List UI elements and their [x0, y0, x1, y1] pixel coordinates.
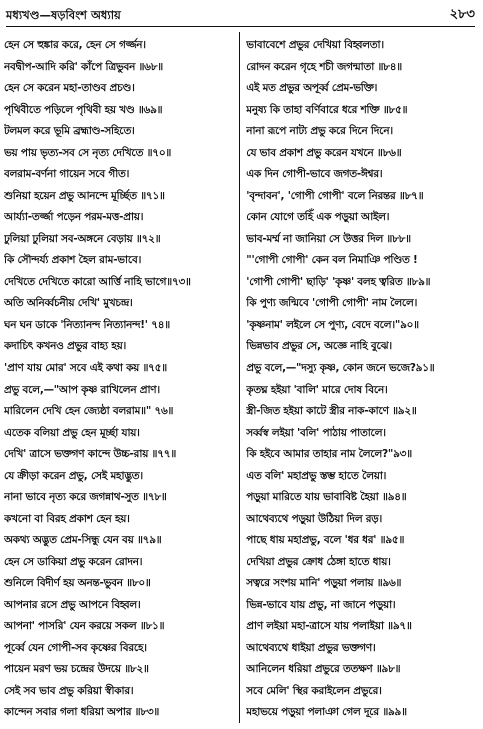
verse-line: এই মত প্রভুর অপূর্ব্ব প্রেম-ভক্তি।	[246, 82, 378, 95]
verse-line: সর্ব্বস্ব লইয়া 'বলি' পাঠায় পাতালে।	[246, 426, 386, 439]
verse-line: 'গোপী গোপী' ছাড়ি' 'কৃষ্ণ' বলহ ত্বরিত ॥৮৯॥	[246, 275, 431, 288]
verse-line: কদাচিৎ কখনও প্রভুর বাহ্য হয়।	[4, 340, 127, 353]
verse-line: ভয় পায় ভৃত্য-সব সে নৃত্য দেখিতে ॥৭০॥	[4, 146, 172, 159]
verse-line: পাছে ধায় মহাপ্রভু, বলে 'ধর ধর' ॥৯৫॥	[246, 534, 405, 547]
verse-line: সত্বরে সংশয় মানি' পড়ুয়া পলায় ॥৯৬॥	[246, 577, 402, 590]
verse-line: ভাবাবেশে প্রভুর দেখিয়া বিহ্বলতা।	[246, 39, 384, 51]
verse-line: নানা রূপে নাট্য প্রভু করে দিনে দিনে।	[246, 125, 393, 138]
left-column	[4, 34, 239, 723]
verse-line: প্রভু বলে,—"আপ কৃষ্ণ রাখিলেন প্রাণ।	[4, 383, 160, 396]
verse-line: ঢুলিয়া ঢুলিয়া সব-অঙ্গনে বেড়ায় ॥৭২॥	[4, 232, 161, 245]
verse-line: প্রভু বলে,—"দস্যু কৃষ্ণ, কোন জনে ভজে?৯১॥	[246, 361, 435, 374]
verse-line: সবে মেলি' স্থির করাইলেন প্রভুরে।	[246, 684, 382, 697]
page-number: ২৮৩	[449, 7, 475, 22]
verse-line: বলরাম-বর্ণনা গায়েন সবে গীত।	[4, 168, 130, 181]
verse-line: আথেব্যথে পড়ুয়া উঠিয়া দিল রড়।	[246, 512, 383, 525]
verse-line: ঘন ঘন ডাকে 'নিত্যানন্দ নিত্যানন্দ!' ৭৪॥	[4, 318, 170, 331]
verse-line: 'বৃন্দাবন', 'গোপী গোপী' বলে নিরন্তর ॥৮৭॥	[246, 189, 424, 202]
verse-line: পৃথিবীতে পড়িলে পৃথিবী হয় খণ্ড ॥৬৯॥	[4, 103, 163, 116]
verse-line: পূর্ব্বে যেন গোপী-সব কৃষ্ণের বিরহে।	[4, 641, 147, 654]
verse-line: রোদন করেন গৃহে শচী জগন্মাতা ॥৮৪॥	[246, 60, 402, 73]
verse-line: হেন সে করেন মহা-তাণ্ডব প্রচণ্ড।	[4, 82, 135, 95]
verse-line: পায়েন মরণ ভয় চন্দ্রের উদয়ে ॥৮২॥	[4, 663, 149, 676]
verse-line: দেখিতে দেখিতে কারো আর্ত্তি নাহি ভাগে॥৭৩॥	[4, 275, 191, 288]
verse-line: হেন সে হুঙ্কার করে, হেন সে গর্জ্জন।	[4, 39, 146, 51]
verse-line: সেই সব ভাব প্রভু করিয়া স্বীকার।	[4, 684, 134, 697]
verse-line: প্রাণ লইয়া মহা-ত্রাসে যায় পলাইয়া ॥৯৭॥	[246, 620, 412, 633]
verse-line: আপনার রসে প্রভু আপনে বিহ্বল।	[4, 598, 141, 611]
verse-line: টলমল করে ভূমি ব্রহ্মাণ্ড-সহিতে।	[4, 125, 135, 138]
verse-line: নবদ্বীপ-আদি করি' কাঁপে ত্রিভুবন ॥৬৮॥	[4, 60, 163, 73]
verse-line: দেখিয়া প্রভুর ক্রোধ ঠেঙ্গা হাতে ধায়।	[246, 555, 391, 568]
verse-line: ভিন্ন-ভাবে যায় প্রভু, না জানে পড়ুয়া।	[246, 598, 396, 611]
right-column	[240, 34, 477, 723]
verse-line: কান্দেন সবার গলা ধরিয়া অপার ॥৮৩॥	[4, 706, 160, 719]
verse-line: কি সৌন্দর্য্য প্রকাশ হৈল রাম-ভাবে।	[4, 254, 142, 267]
chapter-title: মধ্যখণ্ড—ষড়বিংশ অধ্যায়	[6, 8, 121, 22]
verse-line: ভিন্নভাব প্রভুর সে, অজ্ঞে নাহি বুঝে।	[246, 340, 392, 353]
verse-line: হেন সে ডাকিয়া প্রভু করেন রোদন।	[4, 555, 143, 568]
verse-line: এত বলি' মহাপ্রভু স্তম্ভ হাতে লৈয়া।	[246, 469, 387, 482]
verse-line: কখনো বা বিরহ প্রকাশ হেন হয়।	[4, 512, 130, 525]
verse-line: ভাব-মর্ম্ম না জানিয়া সে উত্তর দিল ॥৮৮॥	[246, 232, 411, 245]
running-header	[6, 4, 475, 27]
verse-line: এতেক বলিয়া প্রভু হেন মূর্চ্ছা যায়।	[4, 426, 140, 439]
verse-line: আনিলেন ধরিয়া প্রভুরে ততক্ষণ ॥৯৮॥	[246, 663, 401, 676]
verse-line: আথেব্যথে ধাইয়া প্রভুর ভক্তগণ।	[246, 641, 376, 654]
verse-line: মহাভয়ে পড়ুয়া পলাঞা গেল দূরে ॥৯৯॥	[246, 706, 407, 719]
verse-line: কি হইবে আমার তাহার নাম লৈলে?"৯৩॥	[246, 448, 412, 461]
verse-line: শুনিলে বিদীর্ণ হয় অনন্ত-ভুবন ॥৮০॥	[4, 577, 151, 590]
verse-line: আপনা' পাসরি' যেন করয়ে সকল ॥৮১॥	[4, 620, 165, 633]
verse-line: যে ভাব প্রকাশ প্রভু করেন যখনে ॥৮৬॥	[246, 146, 402, 159]
verse-line: কৃতঘ্ন হইয়া 'বালি' মারে দোষ বিনে।	[246, 383, 388, 396]
verse-line: 'কৃষ্ণনাম' লইলে সে পুণ্য, বেদে বলে।"৯০॥	[246, 318, 419, 331]
verse-line: আর্য্যা-তর্জ্জা পড়েন পরম-মত্ত-প্রায়।	[4, 211, 144, 224]
verse-line: নানা ভাবে নৃত্য করে জগন্নাথ-সুত ॥৭৮॥	[4, 491, 167, 504]
verse-line: দেখি' ত্রাসে ভক্তগণ কান্দে উচ্চ-রায় ॥৭৭॥	[4, 448, 177, 461]
verse-line: কোন যোগে তহিঁ এক পড়ুয়া আইল।	[246, 211, 390, 224]
verse-line: মনুষ্য কি তাহা বর্ণিবারে ধরে শক্তি ॥৮৫॥	[246, 103, 408, 116]
text-columns	[4, 34, 477, 723]
verse-line: অতি অনির্ব্বচনীয় দেখি' মুখচন্দ্র।	[4, 297, 133, 310]
verse-line: শুনিয়া হয়েন প্রভু আনন্দে মূর্চ্ছিত ॥৭১॥	[4, 189, 165, 202]
verse-line: অকথ্য অদ্ভুত প্রেম-সিন্ধু যেন বয় ॥৭৯॥	[4, 534, 162, 547]
verse-line: পড়ুয়া মারিতে যায় ভাবাবিষ্ট হৈয়া ॥৯৪॥	[246, 491, 407, 504]
verse-line: স্ত্রী-জিত হইয়া কাটে স্ত্রীর নাক-কাণে ॥৯২॥	[246, 405, 417, 418]
verse-line: "'গোপী গোপী' কেন বল নিমাঞি পণ্ডিত !	[246, 254, 418, 267]
verse-line: 'প্রাণ যায় মোর' সবে এই কথা কয় ॥৭৫॥	[4, 361, 167, 374]
verse-line: এক দিন গোপী-ভাবে জগত-ঈশ্বর।	[246, 168, 383, 181]
verse-line: যে ক্রীড়া করেন প্রভু, সেই মহাদ্ভুত।	[4, 469, 143, 482]
verse-line: মারিলেন দেখি হেন জ্যেষ্ঠা বলরাম॥" ৭৬॥	[4, 405, 174, 418]
verse-line: কি পুণ্য জন্মিবে 'গোপী গোপী' নাম লৈলে।	[246, 297, 418, 310]
